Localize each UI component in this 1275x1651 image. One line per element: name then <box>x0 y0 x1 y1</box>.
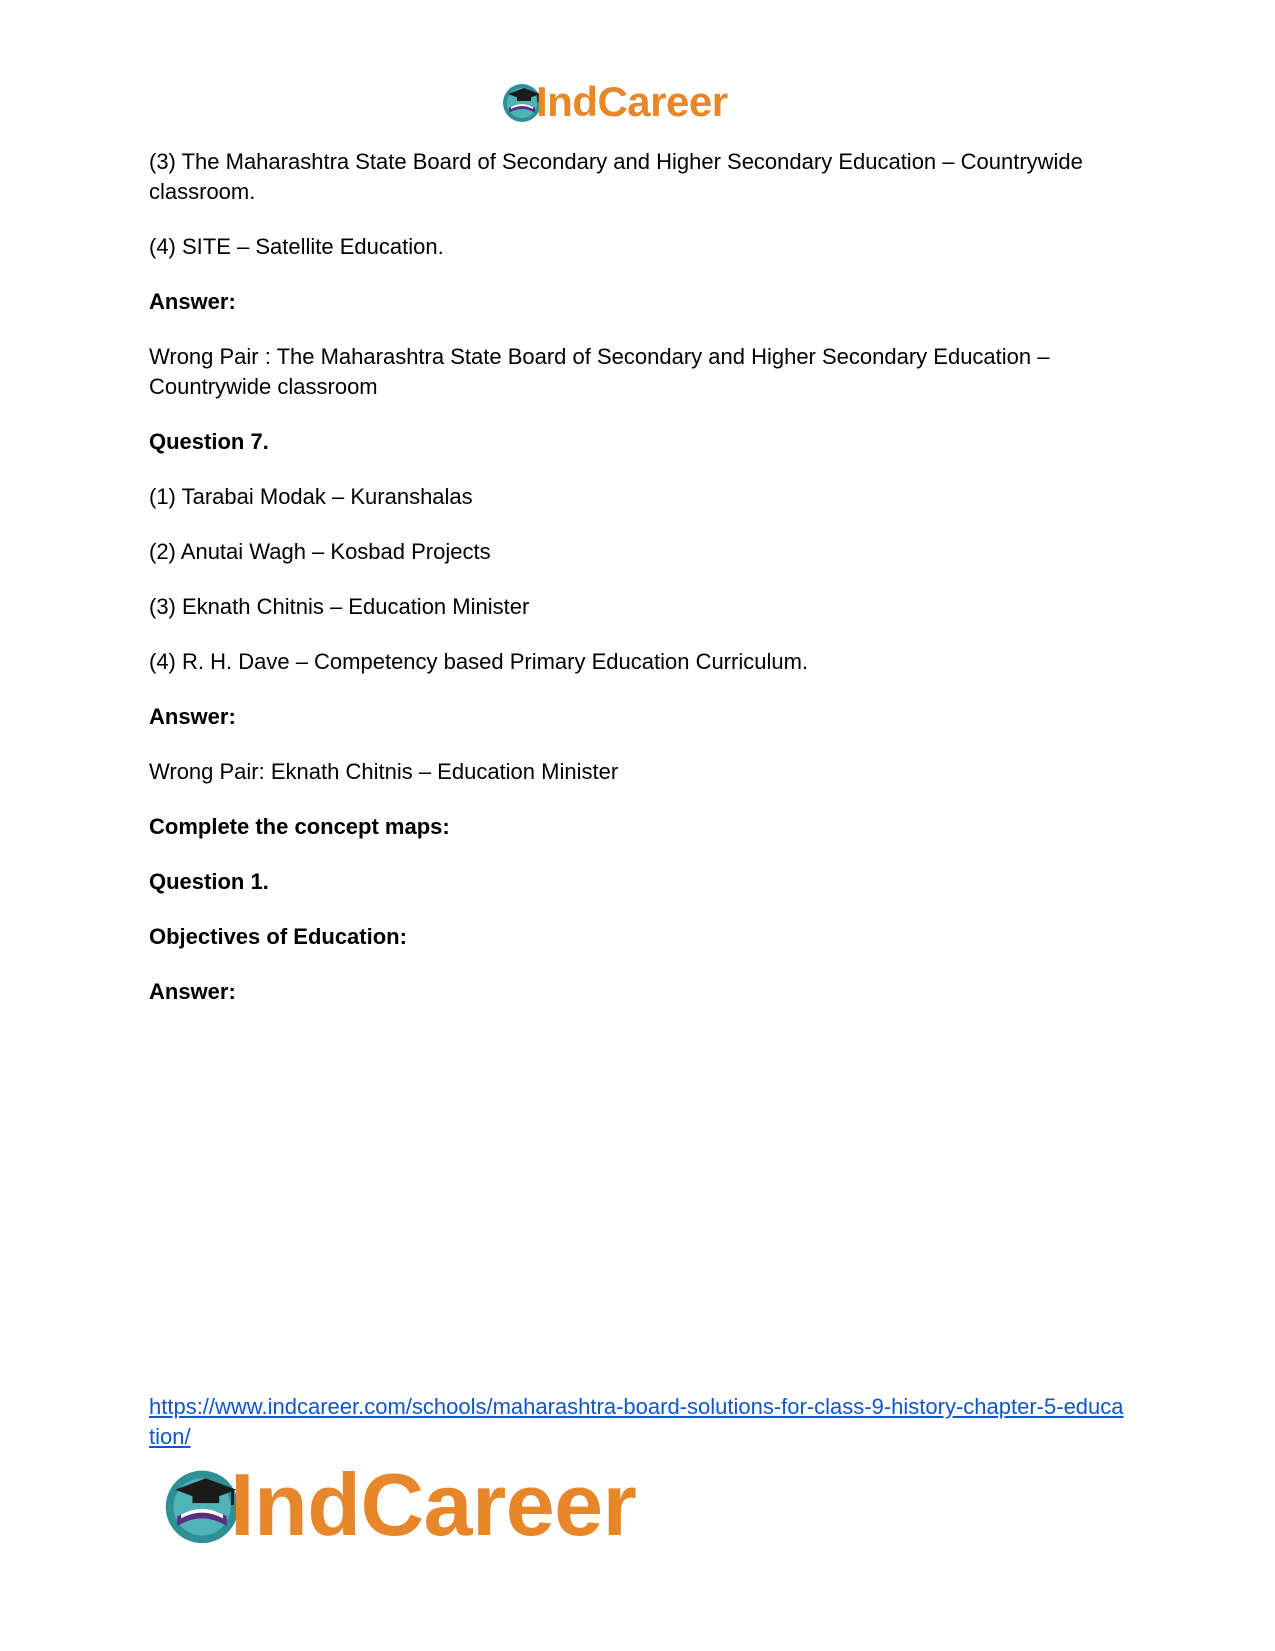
logo-text: IndCareer <box>536 78 728 125</box>
paragraph: (4) SITE – Satellite Education. <box>149 234 444 259</box>
answer-heading: Answer: <box>149 289 236 314</box>
paragraph: (3) The Maharashtra State Board of Secondary and Higher Secondary Education – Countrywide classroom. <box>149 149 1083 204</box>
paragraph: (3) Eknath Chitnis – Education Minister <box>149 594 530 619</box>
paragraph: Wrong Pair : The Maharashtra State Board of Secondary and Higher Secondary Education – Countrywide classroom <box>149 344 1050 399</box>
paragraph: (1) Tarabai Modak – Kuranshalas <box>149 484 473 509</box>
question-heading: Question 1. <box>149 869 269 894</box>
answer-heading: Answer: <box>149 979 236 1004</box>
paragraph: (4) R. H. Dave – Competency based Primary Education Curriculum. <box>149 649 809 674</box>
header-logo <box>500 78 728 126</box>
section-heading: Complete the concept maps: <box>149 814 450 839</box>
document-body <box>149 147 1139 1032</box>
logo-text: IndCareer <box>230 1455 637 1554</box>
source-link[interactable]: https://www.indcareer.com/schools/maharashtra-board-solutions-for-class-9-history-chapter-5-education/ <box>149 1394 1124 1449</box>
paragraph: (2) Anutai Wagh – Kosbad Projects <box>149 539 491 564</box>
subheading: Objectives of Education: <box>149 924 407 949</box>
answer-heading: Answer: <box>149 704 236 729</box>
paragraph: Wrong Pair: Eknath Chitnis – Education Minister <box>149 759 619 784</box>
question-heading: Question 7. <box>149 429 269 454</box>
footer-logo <box>160 1455 637 1554</box>
